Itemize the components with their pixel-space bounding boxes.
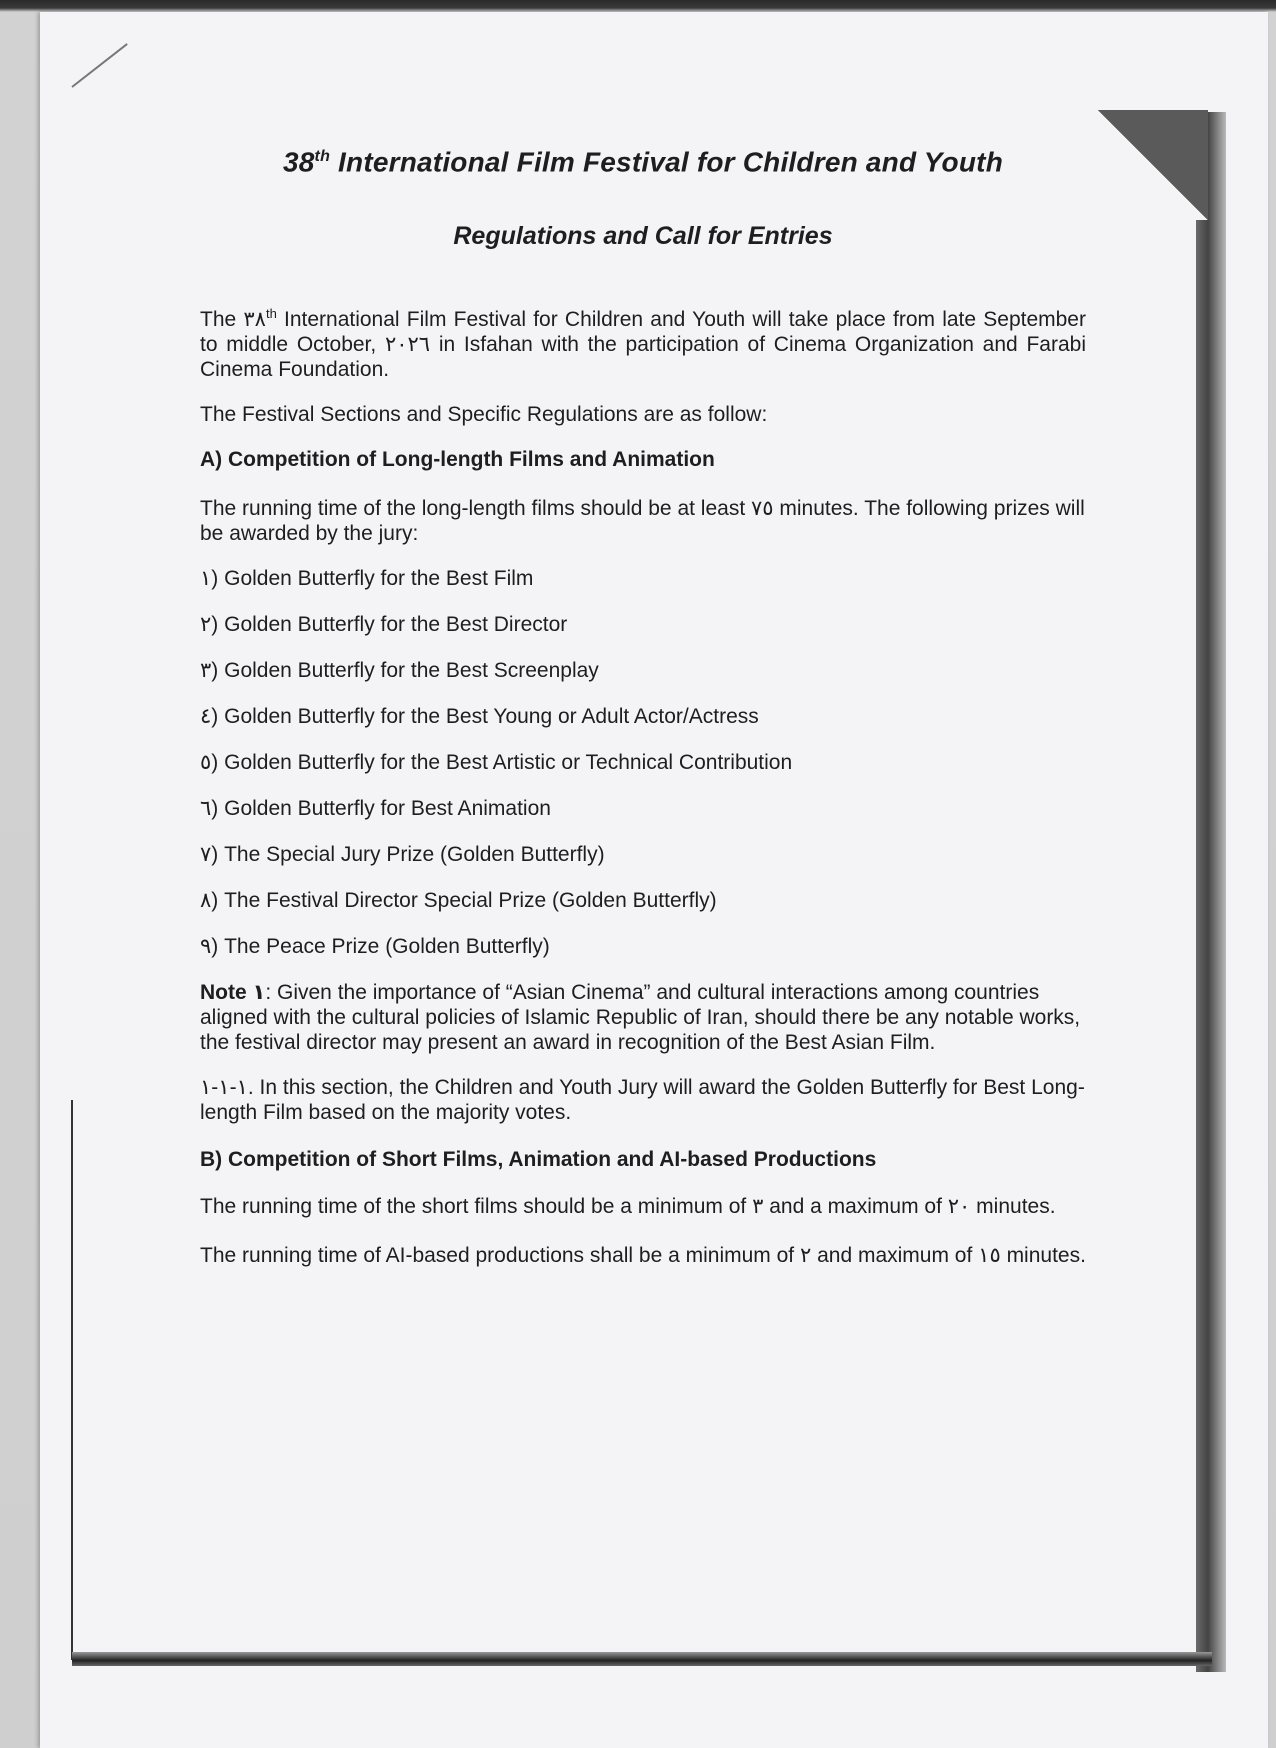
- underlying-page-edge-left: [71, 1100, 73, 1660]
- title-text: International Film Festival for Children and Youth: [330, 146, 1003, 178]
- folded-corner: [1098, 110, 1208, 220]
- prize-item: ٩) The Peace Prize (Golden Butterfly): [200, 935, 550, 959]
- document-title: [200, 140, 1086, 179]
- prize-item: ١) Golden Butterfly for the Best Film: [200, 567, 534, 591]
- prize-item: ٧) The Special Jury Prize (Golden Butterfly): [200, 843, 605, 867]
- intro-suffix: th: [265, 306, 277, 322]
- prize-item: ٨) The Festival Director Special Prize (Golden Butterfly): [200, 889, 717, 913]
- note-text: : Given the importance of “Asian Cinema” and cultural interactions among countries aligned with the cultural policies of Islamic Republic of Iran, should there be any notable works, the festival director may present an award in recognition of the Best Asian Film.: [200, 981, 1081, 1055]
- intro-prefix: The: [200, 308, 244, 332]
- section-b-short-time: The running time of the short films should be a minimum of ٣ and a maximum of ٢٠ minutes.: [200, 1195, 1056, 1219]
- section-a-heading: A) Competition of Long-length Films and Animation: [200, 448, 715, 472]
- section-a-running-time: The running time of the long-length films should be at least ٧٥ minutes. The following prizes will be awarded by the jury:: [200, 497, 1085, 546]
- note-label: Note ١: [200, 981, 266, 1005]
- sections-lead: The Festival Sections and Specific Regulations are as follow:: [200, 403, 768, 427]
- intro-paragraph: [200, 301, 1086, 382]
- section-b-heading: B) Competition of Short Films, Animation and AI-based Productions: [200, 1148, 877, 1172]
- section-b-ai-time: The running time of AI-based productions shall be a minimum of ٢ and maximum of ١٥ minutes.: [200, 1244, 1086, 1268]
- prize-item: ٣) Golden Butterfly for the Best Screenplay: [200, 659, 599, 683]
- title-number: 38: [283, 146, 315, 178]
- intro-rest: International Film Festival for Children and Youth will take place from late September to middle October, ٢٠٢٦ in Isfahan with the participation of Cinema Organization and Farabi Cinema Foundation.: [200, 308, 1086, 382]
- prize-item: ٢) Golden Butterfly for the Best Director: [200, 613, 568, 637]
- underlying-page-edge: [1196, 112, 1226, 1672]
- prize-item: ٥) Golden Butterfly for the Best Artistic or Technical Contribution: [200, 751, 793, 775]
- underlying-page-edge-bottom: [72, 1652, 1212, 1666]
- prize-item: ٦) Golden Butterfly for Best Animation: [200, 797, 551, 821]
- intro-number: ٣٨: [243, 308, 266, 332]
- prize-item: ٤) Golden Butterfly for the Best Young or Adult Actor/Actress: [200, 705, 759, 729]
- note-paragraph: [200, 980, 1086, 1055]
- document-subtitle: Regulations and Call for Entries: [453, 222, 833, 251]
- sub-note-paragraph: ١-١-١. In this section, the Children and Youth Jury will award the Golden Butterfly for Best Long-length Film based on the majority votes.: [200, 1076, 1085, 1125]
- document-content: [200, 140, 1086, 1292]
- title-suffix: th: [314, 148, 331, 165]
